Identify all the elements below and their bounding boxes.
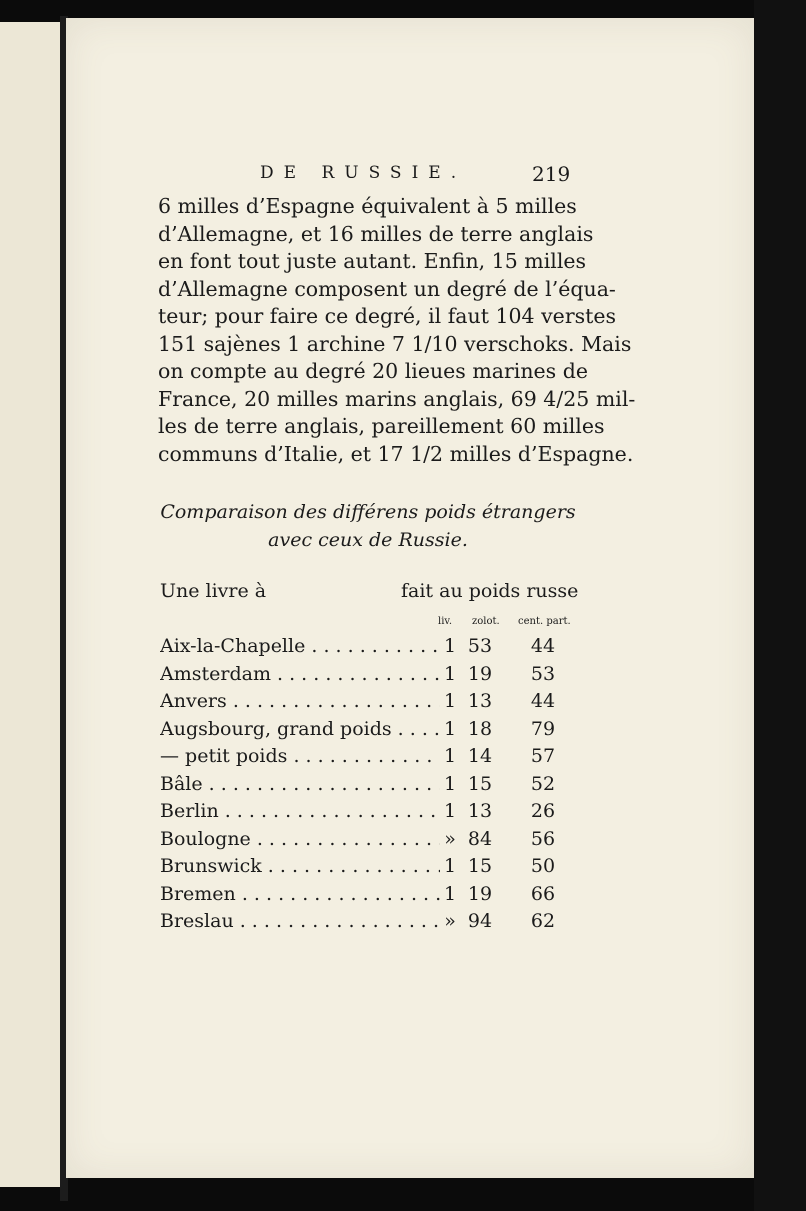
row-liv: 1 [443,717,457,740]
row-cent: 62 [530,910,556,932]
row-city: Bâle . . . [160,771,440,799]
row-cent: 57 [530,745,556,767]
row-liv: 1 [443,772,457,795]
body-paragraph [158,193,636,468]
row-liv: 1 [443,855,457,877]
row-cent: 44 [530,690,556,712]
table-row [160,633,580,661]
table-row [160,798,580,826]
row-zolot: 15 [467,855,493,877]
paragraph-line: teur; pour faire ce degré, il faut 104 verstes [158,304,617,328]
paragraph-line: on compte au degré 20 lieues marines de [158,359,588,383]
row-cent: 56 [530,827,556,850]
row-city: Bremen . . . [160,881,440,909]
row-liv: 1 [443,690,457,712]
row-cent: 79 [530,717,556,740]
row-city: Anvers . . . [160,688,440,716]
table-row [160,826,580,854]
row-liv: » [444,910,456,932]
row-city: Augsbourg, grand poids . . . [160,716,440,744]
row-city: Breslau . . . [160,908,440,936]
row-city: — petit poids . . . [160,743,440,771]
row-cent: 50 [530,855,556,877]
table-row [160,743,580,771]
row-cent: 26 [530,800,556,822]
row-liv: 1 [443,800,457,822]
section-title-line: Comparaison des différens poids étrangers [160,501,576,523]
paragraph-line: France, 20 milles marins anglais, 69 4/25 mil- [158,386,636,411]
table-row [160,853,580,881]
facing-page-edge [0,22,61,1187]
paragraph-line: 151 sajènes 1 archine 7 1/10 verschoks. Mais [158,331,632,356]
table-row [160,661,580,689]
row-city: Berlin . . . [160,798,440,826]
column-header-cent-part: cent. part. [518,616,571,627]
row-city: Boulogne . . . [160,826,440,854]
page-number: 219 [532,162,571,186]
column-header-zolot: zolot. [472,616,500,627]
scan-background [754,0,806,1211]
row-zolot: 94 [467,910,493,932]
table-row [160,771,580,799]
table-row [160,716,580,744]
row-cent: 53 [530,662,556,685]
section-title [150,498,586,554]
section-title-line: avec ceux de Russie. [268,529,468,551]
table-head-right: fait au poids russe [401,580,579,602]
row-liv: 1 [443,662,457,685]
weights-table [160,633,580,936]
row-zolot: 19 [467,662,493,685]
table-row [160,688,580,716]
table-head-left: Une livre à [160,580,267,602]
row-cent: 44 [530,635,556,657]
paragraph-line: les de terre anglais, pareillement 60 milles [158,414,605,438]
row-zolot: 13 [467,800,493,822]
row-liv: 1 [443,882,457,905]
row-zolot: 14 [467,745,493,767]
row-zolot: 15 [467,772,493,795]
row-zolot: 19 [467,882,493,905]
row-city: Aix-la-Chapelle . . . [160,633,440,661]
row-liv: 1 [443,635,457,657]
row-cent: 66 [530,882,556,905]
row-cent: 52 [530,772,556,795]
running-head: DE RUSSIE. [260,163,467,183]
row-zolot: 18 [467,717,493,740]
paragraph-line: 6 milles d’Espagne équivalent à 5 milles [158,194,577,218]
table-row [160,881,580,909]
row-liv: 1 [443,745,457,767]
row-zolot: 13 [467,690,493,712]
paragraph-line: d’Allemagne, et 16 milles de terre anglais [158,221,594,246]
paragraph-line: communs d’Italie, et 17 1/2 milles d’Espagne. [158,441,634,466]
row-city: Amsterdam . . . [160,661,440,689]
paragraph-line: d’Allemagne composent un degré de l’équa- [158,276,616,301]
table-row [160,908,580,936]
column-header-liv: liv. [438,616,453,627]
row-city: Brunswick . . . [160,853,440,881]
row-zolot: 53 [467,635,493,657]
row-liv: » [444,827,456,850]
row-zolot: 84 [467,827,493,850]
paragraph-line: en font tout juste autant. Enfin, 15 milles [158,249,587,273]
